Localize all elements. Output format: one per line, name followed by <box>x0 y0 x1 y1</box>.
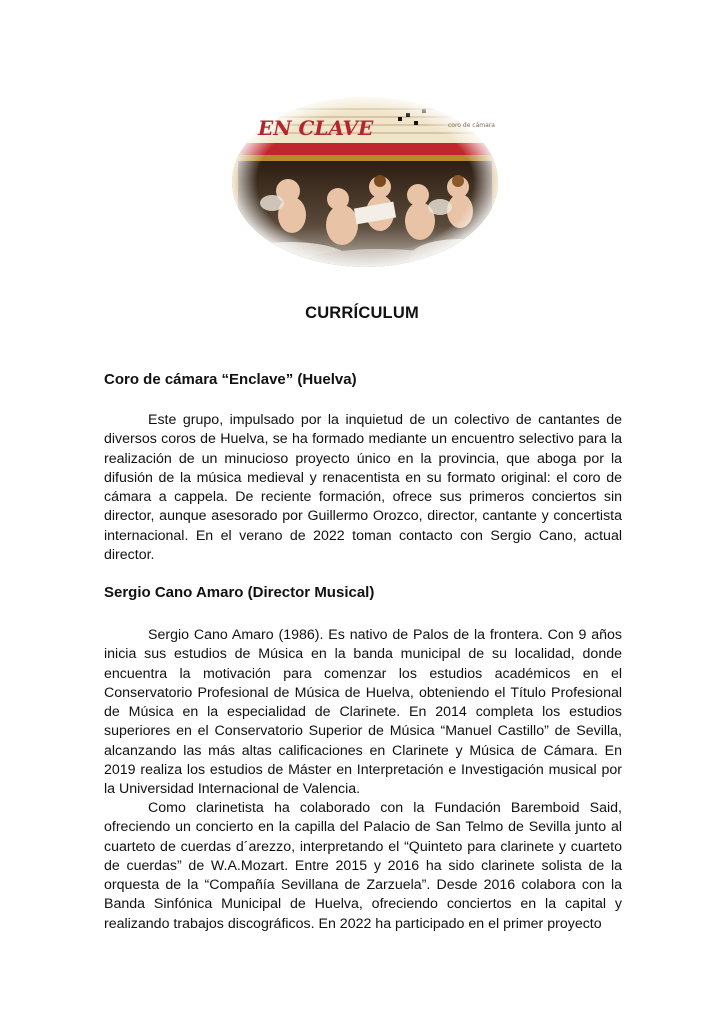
paragraph-choir: Este grupo, impulsado por la inquietud de un colectivo de cantantes de diversos coros de Huelva, se ha formado mediante un encuentro selectivo para la realización de un minucioso proyecto único en la provincia, que aboga por la difusión de la música medieval y renacentista en su formato original: el coro de cámara a cappela. De reciente formación, ofrece sus primeros conciertos sin director, aunque asesorado por Guillermo Orozco, director, cantante y concertista internacional. En el verano de 2022 toman contacto con Sergio Cano, actual director. <box>104 412 622 564</box>
section-heading-choir: Coro de cámara “Enclave” (Huelva) <box>104 371 357 388</box>
page-title: CURRÍCULUM <box>305 304 419 322</box>
logo-subtext: coro de cámara <box>448 122 495 129</box>
section-heading-director: Sergio Cano Amaro (Director Musical) <box>104 584 375 601</box>
choir-logo-image <box>230 95 500 270</box>
logo-text: EN CLAVE <box>258 116 374 140</box>
paragraph-director-career: Como clarinetista ha colaborado con la Fundación Baremboid Said, ofreciendo un concierto en la capilla del Palacio de San Telmo de Sevilla junto al cuarteto de cuerdas d´arezzo, interpretando el “Quinteto para clarinete y cuarteto de cuerdas” de W.A.Mozart. Entre 2015 y 2016 ha sido clarinete solista de la orquesta de la “Compañía Sevillana de Zarzuela”. Desde 2016 colabora con la Banda Sinfónica Municipal de Huelva, ofreciendo conciertos en la capital y realizando trabajos discográficos. En 2022 ha participado en el primer proyecto <box>104 800 622 932</box>
paragraph-director-bio: Sergio Cano Amaro (1986). Es nativo de Palos de la frontera. Con 9 años inicia sus estudios de Música en la banda municipal de su localidad, donde encuentra la motivación para comenzar los estudios académicos en el Conservatorio Profesional de Música de Huelva, obteniendo el Título Profesional de Música en la especialidad de Clarinete. En 2014 completa los estudios superiores en el Conservatorio Superior de Música “Manuel Castillo” de Sevilla, alcanzando las más altas calificaciones en Clarinete y Música de Cámara. En 2019 realiza los estudios de Máster en Interpretación e Investigación musical por la Universidad Internacional de Valencia. <box>104 627 622 798</box>
